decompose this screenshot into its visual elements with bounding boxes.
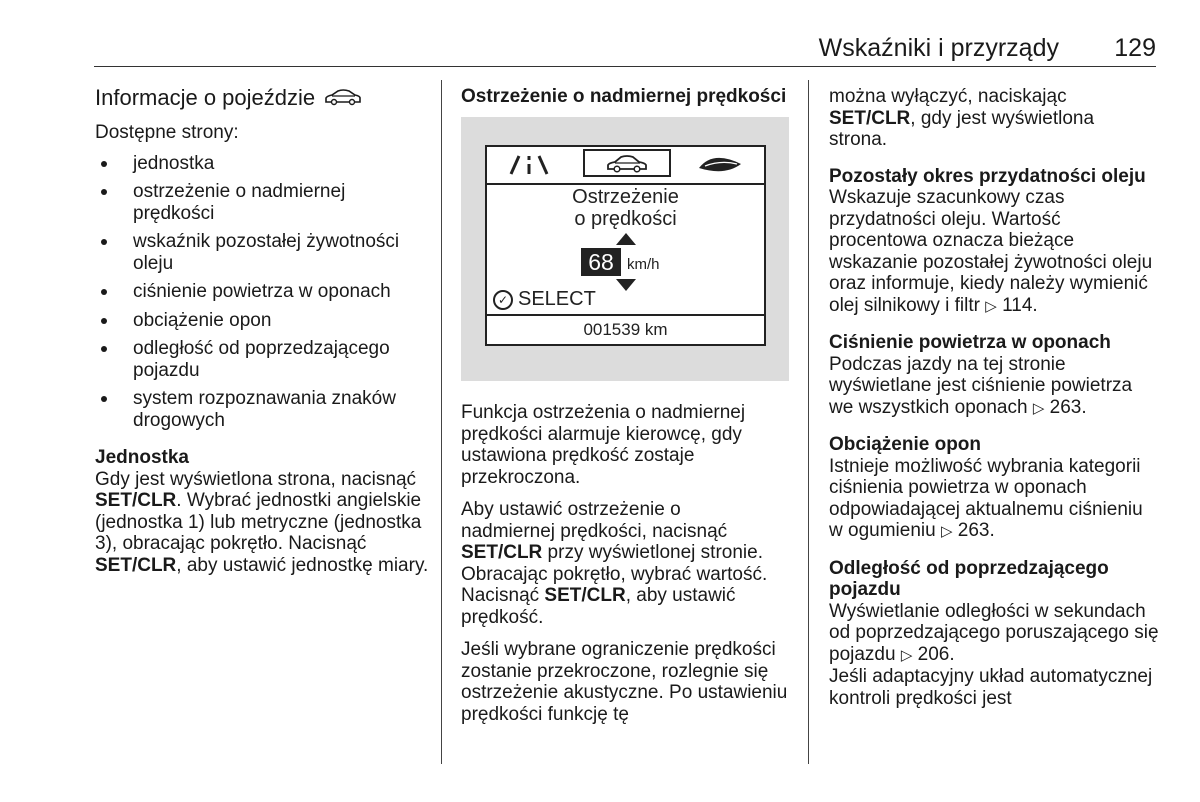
select-label: SELECT: [518, 288, 596, 310]
distance-text: Wyświetlanie odległości w sekundach od poprzedzającego poruszającego się pojazdu ▷ 206.: [829, 600, 1159, 665]
instrument-display: [485, 145, 766, 346]
car-icon: [323, 88, 363, 108]
list-item: ciśnienie powietrza w oponach: [95, 281, 430, 303]
tab-vehicle-info: [583, 149, 671, 177]
speed-value: 68: [581, 248, 621, 276]
jednostka-text: Gdy jest wyświetlona strona, nacisnąć SET/CLR. Wybrać jednostki angielskie (jednostka 1) lub metryczne (jednostka 3), obracając pokrętło. Nacisnąć SET/CLR, aby ustawić jednostkę miary.: [95, 468, 429, 576]
car-icon: [605, 154, 649, 174]
tire-pressure-text: Podczas jazdy na tej stronie wyświetlane jest ciśnienie powietrza we wszystkich oponach ▷ 263.: [829, 353, 1133, 418]
column-2-body: [461, 402, 791, 725]
distance-heading: Odległość od poprzedzającego pojazdu: [829, 557, 1109, 600]
continued-text: można wyłączyć, naciskając SET/CLR, gdy jest wyświetlona strona.: [829, 86, 1095, 150]
column-2: [461, 86, 791, 108]
tire-pressure-heading: Ciśnienie powietrza w oponach: [829, 332, 1111, 353]
list-item: ostrzeżenie o nadmiernej prędkości: [95, 181, 430, 224]
oil-heading: Pozostały okres przydatności oleju: [829, 165, 1146, 187]
lane-icon: [507, 154, 551, 176]
column-1: [95, 86, 430, 576]
ref-arrow-icon: ▷: [940, 522, 953, 540]
tire-load-heading: Obciążenie opon: [829, 434, 982, 455]
column-divider-1: [441, 80, 442, 764]
list-item: wskaźnik pozostałej żywotności oleju: [95, 231, 430, 274]
check-icon: ✓: [493, 290, 513, 310]
select-row: [493, 288, 596, 311]
jednostka-heading: Jednostka: [95, 447, 189, 468]
column-3: [829, 86, 1159, 709]
page-reference[interactable]: 263.: [957, 520, 995, 541]
list-item: jednostka: [95, 153, 430, 175]
odometer: 001539 km: [583, 320, 668, 339]
paragraph-2: Aby ustawić ostrzeżenie o nadmiernej prędkości, nacisnąć SET/CLR przy wyświetlonej stronie. Obracając pokrętło, wybrać wartość. Nacisnąć SET/CLR, aby ustawić prędkość.: [461, 499, 768, 628]
speed-warning-heading: Ostrzeżenie o nadmiernej prędkości: [461, 86, 787, 107]
display-line-2: o prędkości: [574, 208, 677, 230]
section-title: Informacje o pojeździe: [95, 86, 430, 110]
arrow-down-icon: [616, 279, 636, 291]
paragraph-3: Jeśli wybrane ograniczenie prędkości zostanie przekroczone, rozlegnie się ostrzeżenie akustyczne. Po ustawieniu prędkości funkcję tę: [461, 639, 788, 725]
eco-leaf-icon: [697, 154, 743, 174]
list-item: odległość od poprzedzającego pojazdu: [95, 338, 430, 381]
distance-text-2: Jeśli adaptacyjny układ automatycznej kontroli prędkości jest: [829, 666, 1153, 709]
page-reference[interactable]: 206.: [917, 643, 955, 665]
column-divider-2: [808, 80, 809, 764]
ref-arrow-icon: ▷: [900, 645, 913, 664]
tire-load-text: Istnieje możliwość wybrania kategorii ciśnienia powietrza w oponach odpowiadającej aktualnemu ciśnieniu w ogumieniu ▷ 263.: [829, 455, 1143, 541]
display-illustration: [461, 117, 789, 381]
list-item: obciążenie opon: [95, 310, 430, 332]
display-line-1: Ostrzeżenie: [572, 186, 679, 208]
chapter-title: Wskaźniki i przyrządy: [818, 34, 1059, 62]
page-reference[interactable]: 114.: [1002, 294, 1038, 316]
display-divider: [487, 314, 764, 316]
list-item: system rozpoznawania znaków drogowych: [95, 388, 430, 431]
intro-text: Dostępne strony:: [95, 122, 239, 143]
paragraph-1: Funkcja ostrzeżenia o nadmiernej prędkości alarmuje kierowcę, gdy ustawiona prędkość zostaje przekroczona.: [461, 402, 746, 488]
oil-text: Wskazuje szacunkowy czas przydatności oleju. Wartość procentowa oznacza bieżące wskazanie pozostałej żywotności oleju oraz informuje, kiedy należy wymienić olej silnikowy i filtr ▷ 114.: [829, 187, 1153, 316]
page-reference[interactable]: 263.: [1049, 396, 1087, 418]
ref-arrow-icon: ▷: [1032, 398, 1045, 417]
ref-arrow-icon: ▷: [985, 296, 997, 315]
display-tab-bar: [487, 147, 764, 185]
page-header: [94, 30, 1156, 67]
arrow-up-icon: [616, 233, 636, 245]
page-number: 129: [1114, 34, 1156, 62]
pages-list: [95, 153, 430, 432]
speed-unit: km/h: [627, 256, 660, 273]
